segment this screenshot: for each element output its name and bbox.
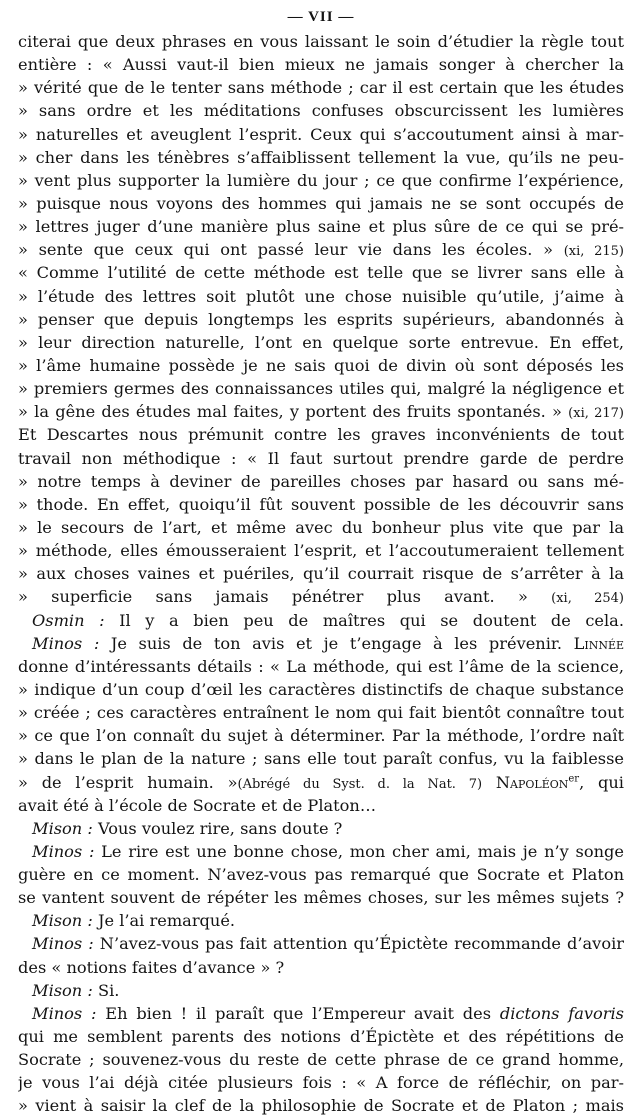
text-line	[18, 400, 624, 423]
line-text: » cher dans les ténèbres s’affaiblissent tellement la vue, qu’ils ne peu-	[18, 147, 624, 167]
text-line	[18, 53, 624, 76]
line-text: N’avez-vous pas fait attention qu’Épictète recommande d’avoir	[93, 934, 624, 954]
text-line	[18, 932, 624, 955]
line-text: » sans ordre et les méditations confuses obscurcissent les lumières	[18, 101, 624, 121]
citation-ref: (xi, 215)	[563, 244, 624, 260]
text-line	[18, 539, 624, 562]
text-line	[18, 99, 624, 122]
line-text: » lettres juger d’une manière plus saine et plus sûre de ce qui se pré-	[18, 217, 624, 237]
page-number: — VII —	[287, 9, 355, 25]
line-text: » premiers germes des connaissances utiles qui, malgré la négligence et	[18, 379, 624, 399]
text-line	[18, 562, 624, 585]
line-text: » méthode, elles émousseraient l’esprit, et l’accoutumeraient tellement	[18, 541, 624, 561]
speaker-name: Mison :	[32, 980, 93, 1000]
text-line	[18, 215, 624, 238]
line-text: , qui	[579, 772, 624, 792]
text-line	[18, 192, 624, 215]
text-line	[18, 354, 624, 377]
text-line	[18, 261, 624, 284]
text-line	[18, 678, 624, 701]
text-line	[18, 747, 624, 770]
line-text: guère en ce moment. N’avez-vous pas remarqué que Socrate et Platon	[18, 865, 624, 885]
citation-ref: (xi, 254)	[551, 591, 624, 607]
emphasis-text: dictons favoris	[499, 1003, 624, 1023]
text-line	[18, 285, 624, 308]
line-text: » créée ; ces caractères entraînent le nom qui fait bientôt connaître tout	[18, 703, 624, 723]
speaker-name: Mison :	[32, 818, 93, 838]
line-text: qui me semblent parents des notions d’Épictète et des répétitions de	[18, 1027, 624, 1047]
text-line	[18, 447, 624, 470]
text-line	[18, 840, 624, 863]
speaker-name: Minos :	[32, 841, 95, 861]
line-text: Il y a bien peu de maîtres qui se doutent de cela.	[104, 610, 624, 630]
text-line	[18, 956, 624, 979]
line-text: » ce que l’on connaît du sujet à déterminer. Par la méthode, l’ordre naît	[18, 726, 624, 746]
line-text: » thode. En effet, quoiqu’il fût souvent possible de les découvrir sans	[18, 494, 624, 514]
line-text: » sente que ceux qui ont passé leur vie dans les écoles. »	[18, 240, 554, 260]
line-text: citerai que deux phrases en vous laissant le soin d’étudier la règle tout	[18, 32, 624, 51]
text-line	[18, 516, 624, 539]
text-line	[18, 655, 624, 678]
text-line	[18, 817, 624, 840]
text-line	[18, 609, 624, 632]
text-line	[18, 423, 624, 446]
text-line	[18, 794, 624, 817]
text-line	[18, 146, 624, 169]
line-text: » leur direction naturelle, l’ont en quelque sorte entrevue. En effet,	[18, 332, 624, 352]
text-line	[18, 377, 624, 400]
line-text: entière : « Aussi vaut-il bien mieux ne jamais songer à chercher la	[18, 55, 624, 75]
author-name: Napoléon	[495, 772, 569, 792]
text-line	[18, 123, 624, 146]
speaker-name: Mison :	[32, 911, 93, 931]
text-line	[18, 909, 624, 932]
line-text: Je l’ai remarqué.	[92, 911, 236, 931]
speaker-name: Minos :	[32, 1003, 97, 1023]
author-name: Linnée	[573, 633, 624, 653]
line-text: » vient à saisir la clef de la philosophie de Socrate et de Platon ; mais	[18, 1096, 624, 1116]
line-text: » l’étude des lettres soit plutôt une chose nuisible qu’utile, j’aime à	[18, 286, 624, 306]
superscript: er	[568, 773, 580, 785]
text-line	[18, 169, 624, 192]
text-line	[18, 238, 624, 261]
line-text: » de l’esprit humain. »	[18, 772, 238, 792]
line-text: » dans le plan de la nature ; sans elle tout paraît confus, vu la faiblesse	[18, 749, 624, 769]
text-line	[18, 632, 624, 655]
line-text: » la gêne des études mal faites, y portent des fruits spontanés. »	[18, 402, 562, 422]
line-text: Si.	[92, 980, 120, 1000]
text-line	[18, 724, 624, 747]
line-text: » aux choses vaines et puériles, qu’il courrait risque de s’arrêter à la	[18, 564, 624, 584]
text-line	[18, 1048, 624, 1071]
speaker-name: Minos :	[32, 633, 100, 653]
line-text: avait été à l’école de Socrate et de Platon…	[18, 795, 377, 815]
text-line	[18, 30, 624, 53]
text-line	[18, 701, 624, 724]
line-text: » vent plus supporter la lumière du jour ; ce que confirme l’expérience,	[18, 170, 624, 190]
line-text: Je suis de ton avis et je t’engage à les prévenir.	[99, 633, 574, 653]
text-line	[18, 771, 624, 794]
line-text: » vérité que de le tenter sans méthode ; car il est certain que les études	[18, 78, 624, 98]
text-line	[18, 585, 624, 608]
line-text: Le rire est une bonne chose, mon cher ami, mais je n’y songe	[94, 841, 624, 861]
line-text: » le secours de l’art, et même avec du bonheur plus vite que par la	[18, 517, 624, 537]
line-text: » puisque nous voyons des hommes qui jamais ne se sont occupés de	[18, 193, 624, 213]
citation-ref: (xi, 217)	[568, 406, 624, 422]
line-text: » naturelles et aveuglent l’esprit. Ceux qui s’accoutument ainsi à mar-	[18, 124, 624, 144]
text-line	[18, 1094, 624, 1117]
line-text: Socrate ; souvenez-vous du reste de cette phrase de ce grand homme,	[18, 1050, 624, 1070]
line-text: Et Descartes nous prémunit contre les graves inconvénients de tout	[18, 425, 624, 445]
speaker-name: Minos :	[32, 934, 94, 954]
line-text: Eh bien ! il paraît que l’Empereur avait des	[96, 1003, 500, 1023]
line-text: donne d’intéressants détails : « La méthode, qui est l’âme de la science,	[18, 656, 624, 676]
text-line	[18, 76, 624, 99]
line-text: » superficie sans jamais pénétrer plus avant. »	[18, 587, 528, 607]
citation-ref: (Abrégé du Syst. d. la Nat. 7)	[237, 776, 483, 792]
line-text: « Comme l’utilité de cette méthode est telle que se livrer sans elle à	[18, 263, 624, 283]
line-text: travail non méthodique : « Il faut surtout prendre garde de perdre	[18, 448, 624, 468]
text-line	[18, 308, 624, 331]
text-line	[18, 863, 624, 886]
text-line	[18, 1002, 624, 1025]
text-line	[18, 886, 624, 909]
line-text: se vantent souvent de répéter les mêmes choses, sur les mêmes sujets ?	[18, 888, 624, 908]
text-line	[18, 331, 624, 354]
text-line	[18, 979, 624, 1002]
text-line	[18, 470, 624, 493]
line-text: » notre temps à deviner de pareilles choses par hasard ou sans mé-	[18, 471, 624, 491]
text-line	[18, 493, 624, 516]
text-line	[18, 1071, 624, 1094]
text-line	[18, 1025, 624, 1048]
speaker-name: Osmin :	[32, 610, 105, 630]
line-text: je vous l’ai déjà citée plusieurs fois : « A force de réfléchir, on par-	[18, 1073, 624, 1093]
line-text: Vous voulez rire, sans doute ?	[92, 818, 343, 838]
page-body	[18, 30, 624, 1118]
line-text: des « notions faites d’avance » ?	[18, 957, 285, 977]
line-text: » l’âme humaine possède je ne sais quoi de divin où sont déposés les	[18, 355, 624, 375]
line-text: » indique d’un coup d’œil les caractères distinctifs de chaque substance	[18, 679, 624, 699]
line-text: » penser que depuis longtemps les esprits supérieurs, abandonnés à	[18, 309, 624, 329]
